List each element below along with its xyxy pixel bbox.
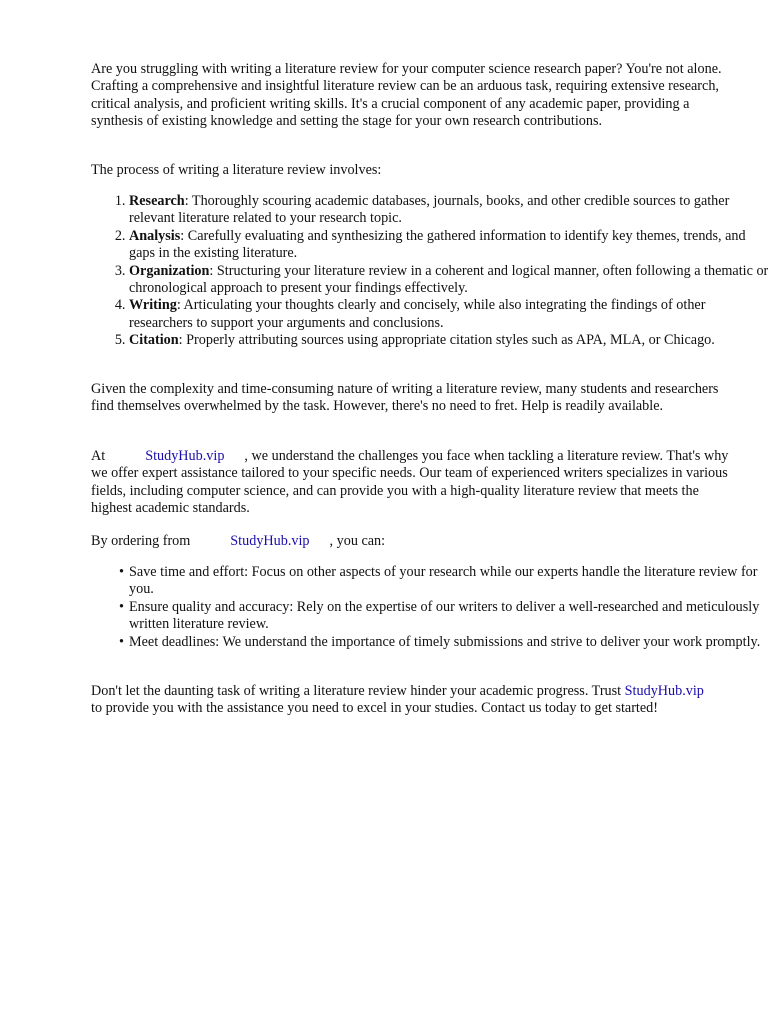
process-steps-list (91, 193, 768, 350)
list-item (129, 193, 768, 228)
step-term: Citation (129, 332, 179, 349)
studyhub-link[interactable]: StudyHub.vip (624, 683, 704, 699)
list-item (129, 297, 768, 332)
complexity-paragraph: Given the complexity and time-consuming nature of writing a literature review, many students and researchers find themselves overwhelmed by the task. However, there's no need to fret. Help is readily available. (91, 381, 719, 415)
step-term: Analysis (129, 227, 181, 244)
step-term: Organization (129, 262, 210, 279)
list-item: • Ensure quality and accuracy: Rely on the expertise of our writers to deliver a well-researched and meticulously written literature review. (129, 599, 768, 634)
intro-paragraph: Are you struggling with writing a literature review for your computer science research paper? You're not alone. Crafting a comprehensive and insightful literature review can be an arduous task, requiring extensive research, critical analysis, and proficient writing skills. It's a crucial component of any academic paper, providing a synthesis of existing knowledge and setting the stage for your own research contributions. (91, 61, 722, 130)
list-item: • Save time and effort: Focus on other aspects of your research while our experts handle the literature review for you. (129, 564, 768, 599)
studyhub-link[interactable]: StudyHub.vip (230, 533, 310, 549)
ordering-prefix: By ordering from (91, 533, 191, 549)
list-item (129, 332, 768, 349)
list-item (129, 263, 768, 298)
studyhub-link[interactable]: StudyHub.vip (145, 448, 225, 464)
step-description: : Articulating your thoughts clearly and concisely, while also integrating the findings of other researchers to support your arguments and conclusions. (129, 297, 706, 331)
list-item (129, 228, 768, 263)
benefits-list (91, 564, 768, 651)
step-description: : Thoroughly scouring academic databases, journals, books, and other credible sources to gather relevant literature related to your research topic. (129, 193, 730, 227)
step-description: : Structuring your literature review in a coherent and logical manner, often following a thematic or chronological approach to present your findings effectively. (129, 262, 768, 297)
ordering-suffix: , you can: (329, 533, 386, 549)
at-prefix: At (91, 448, 106, 464)
step-description: : Properly attributing sources using appropriate citation styles such as APA, MLA, or Chicago. (178, 332, 715, 349)
at-suffix: , we understand the challenges you face when tackling a literature review. That's why we offer expert assistance tailored to your specific needs. Our team of experienced writers specializes in various fields, including computer science, and can provide you with a high-quality literature review that meets the highest academic standards. (91, 448, 729, 517)
step-description: : Carefully evaluating and synthesizing the gathered information to identify key themes, trends, and gaps in the existing literature. (129, 227, 746, 262)
studyhub-paragraph (91, 448, 731, 518)
step-term: Research (129, 193, 185, 209)
closing-suffix: to provide you with the assistance you need to excel in your studies. Contact us today to get started! (91, 700, 658, 717)
list-item: • Meet deadlines: We understand the importance of timely submissions and strive to deliver your work promptly. (129, 634, 768, 651)
step-term: Writing (129, 297, 177, 314)
closing-prefix: Don't let the daunting task of writing a literature review hinder your academic progress. Trust (91, 683, 622, 699)
process-intro: The process of writing a literature review involves: (91, 162, 382, 178)
ordering-paragraph (91, 533, 731, 550)
closing-paragraph (91, 683, 731, 718)
